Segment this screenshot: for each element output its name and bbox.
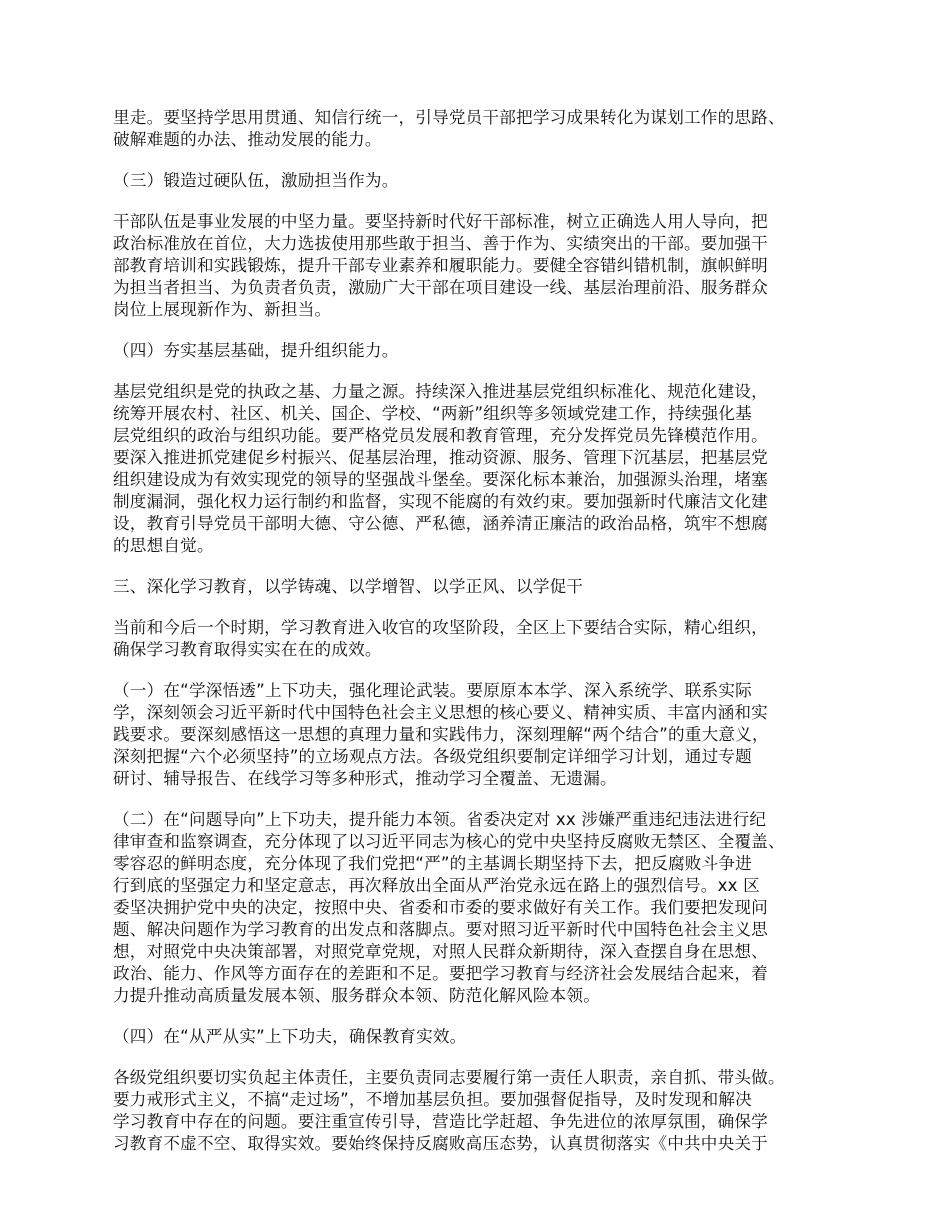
text-line: 的思想自觉。	[113, 536, 214, 555]
text-line: 题、解决问题作为学习教育的出发点和落脚点。要对照习近平新时代中国特色社会主义思	[113, 920, 768, 939]
paragraph	[113, 617, 853, 661]
text-line: 制度漏洞，强化权力运行制约和监督，实现不能腐的有效约束。要加强新时代廉洁文化建	[113, 492, 768, 511]
text-line: （三）锻造过硬队伍，激励担当作为。	[113, 171, 399, 190]
text-line: 想，对照党中央决策部署，对照党章党规，对照人民群众新期待，深入查摆自身在思想、	[113, 942, 768, 961]
text-line: （四）夯实基层基础，提升组织能力。	[113, 341, 399, 360]
text-line: 确保学习教育取得实实在在的成效。	[113, 640, 382, 659]
text-line: 层党组织的政治与组织功能。要严格党员发展和教育管理，充分发挥党员先锋模范作用。	[113, 426, 768, 445]
text-line: 律审查和监察调查，充分体现了以习近平同志为核心的党中央坚持反腐败无禁区、全覆盖、	[113, 832, 785, 851]
section-heading	[113, 1026, 853, 1048]
paragraph	[113, 680, 853, 790]
text-line: 力提升推动高质量发展本领、服务群众本领、防范化解风险本领。	[113, 986, 601, 1005]
text-line: 深刻把握“六个必须坚持”的立场观点方法。各级党组织要制定详细学习计划，通过专题	[113, 747, 752, 766]
paragraph	[113, 107, 853, 151]
text-line: 为担当者担当、为负责者负责，激励广大干部在项目建设一线、基层治理前沿、服务群众	[113, 278, 768, 297]
paragraph	[113, 1067, 853, 1155]
text-line: 基层党组织是党的执政之基、力量之源。持续深入推进基层党组织标准化、规范化建设，	[113, 382, 768, 401]
paragraph	[113, 211, 853, 321]
text-line: 零容忍的鲜明态度，充分体现了我们党把“严”的主基调长期坚持下去，把反腐败斗争进	[113, 854, 752, 873]
text-line: （一）在“学深悟透”上下功夫，强化理论武装。要原原本本学、深入系统学、联系实际	[113, 681, 752, 700]
text-line: 干部队伍是事业发展的中坚力量。要坚持新时代好干部标准，树立正确选人用人导向，把	[113, 212, 768, 231]
text-line: 政治标准放在首位，大力选拔使用那些敢于担当、善于作为、实绩突出的干部。要加强干	[113, 234, 768, 253]
text-line: 三、深化学习教育，以学铸魂、以学增智、以学正风、以学促干	[113, 577, 584, 596]
text-line: 岗位上展现新作为、新担当。	[113, 300, 332, 319]
text-line: 破解难题的办法、推动发展的能力。	[113, 130, 382, 149]
text-line: 统筹开展农村、社区、机关、国企、学校、“两新”组织等多领域党建工作，持续强化基	[113, 404, 752, 423]
text-line: 各级党组织要切实负起主体责任，主要负责同志要履行第一责任人职责，亲自抓、带头做。	[113, 1068, 785, 1087]
text-line: 组织建设成为有效实现党的领导的坚强战斗堡垒。要深化标本兼治，加强源头治理，堵塞	[113, 470, 768, 489]
text-line: 政治、能力、作风等方面存在的差距和不足。要把学习教育与经济社会发展结合起来，着	[113, 964, 768, 983]
document-body	[113, 107, 853, 1174]
section-heading	[113, 576, 853, 598]
text-line: 里走。要坚持学思用贯通、知信行统一，引导党员干部把学习成果转化为谋划工作的思路、	[113, 108, 785, 127]
text-line: 行到底的坚强定力和坚定意志，再次释放出全面从严治党永远在路上的强烈信号。xx 区	[113, 876, 760, 895]
text-line: 研讨、辅导报告、在线学习等多种形式，推动学习全覆盖、无遗漏。	[113, 769, 617, 788]
text-line: （二）在“问题导向”上下功夫，提升能力本领。省委决定对 xx 涉嫌严重违纪违法进行纪	[113, 810, 767, 829]
text-line: 践要求。要深刻感悟这一思想的真理力量和实践伟力，深刻理解“两个结合”的重大意义，	[113, 725, 769, 744]
section-heading	[113, 340, 853, 362]
text-line: （四）在“从严从实”上下功夫，确保教育实效。	[113, 1027, 467, 1046]
text-line: 当前和今后一个时期，学习教育进入收官的攻坚阶段，全区上下要结合实际，精心组织，	[113, 618, 768, 637]
section-heading	[113, 170, 853, 192]
text-line: 设，教育引导党员干部明大德、守公德、严私德，涵养清正廉洁的政治品格，筑牢不想腐	[113, 514, 768, 533]
text-line: 部教育培训和实践锻炼，提升干部专业素养和履职能力。要健全容错纠错机制，旗帜鲜明	[113, 256, 768, 275]
text-line: 委坚决拥护党中央的决定，按照中央、省委和市委的要求做好有关工作。我们要把发现问	[113, 898, 768, 917]
text-line: 学习教育中存在的问题。要注重宣传引导，营造比学赶超、争先进位的浓厚氛围，确保学	[113, 1112, 768, 1131]
text-line: 要深入推进抓党建促乡村振兴、促基层治理，推动资源、服务、管理下沉基层，把基层党	[113, 448, 768, 467]
paragraph	[113, 809, 853, 1007]
text-line: 要力戒形式主义，不搞“走过场”，不增加基层负担。要加强督促指导，及时发现和解决	[113, 1090, 752, 1109]
text-line: 习教育不虚不空、取得实效。要始终保持反腐败高压态势，认真贯彻落实《中共中央关于	[113, 1134, 768, 1153]
paragraph	[113, 381, 853, 557]
text-line: 学，深刻领会习近平新时代中国特色社会主义思想的核心要义、精神实质、丰富内涵和实	[113, 703, 768, 722]
